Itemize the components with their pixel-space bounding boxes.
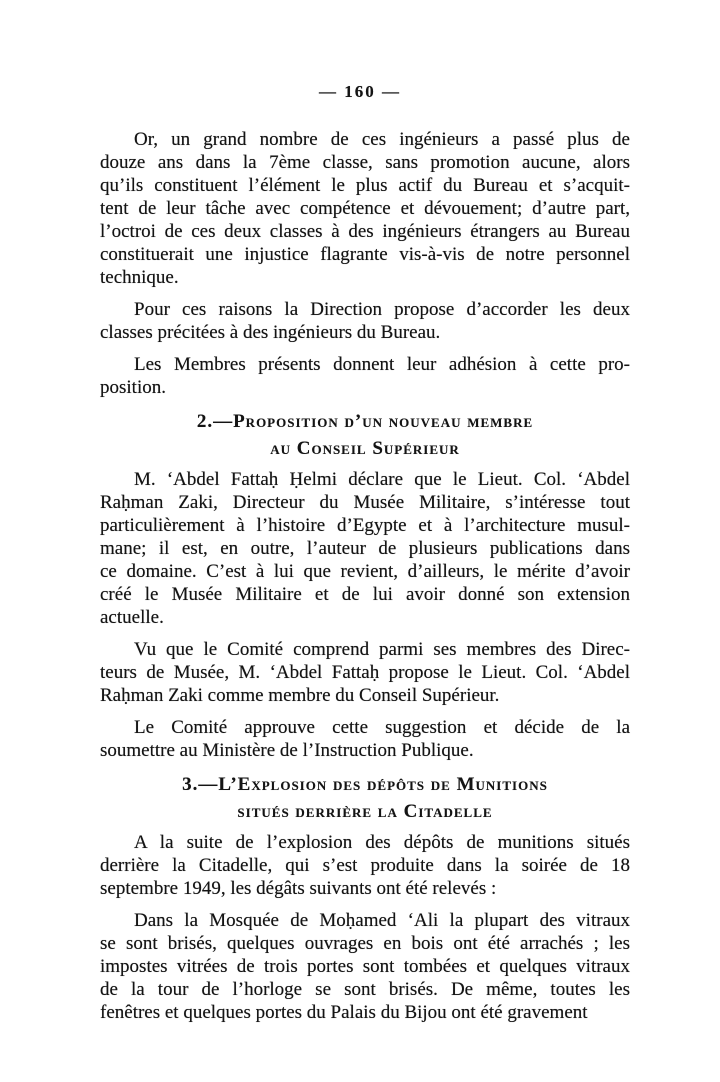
text-line: de la tour de l’horloge se sont brisés. De même, toutes les	[100, 979, 630, 1000]
text-line: M. ‘Abdel Fattaḥ Ḥelmi déclare que le Lieut. Col. ‘Abdel	[134, 469, 630, 490]
text-line: tent de leur tâche avec compétence et dévouement; d’autre part,	[100, 198, 630, 219]
text-line: Le Comité approuve cette suggestion et décide de la	[134, 717, 630, 738]
heading-line: 3.—L’Explosion des dépôts de Munitions	[182, 774, 548, 795]
text-line: classes précitées à des ingénieurs du Bureau.	[100, 322, 441, 343]
text-line: Or, un grand nombre de ces ingénieurs a passé plus de	[134, 129, 630, 150]
text-line: fenêtres et quelques portes du Palais du Bijou ont été gravement	[100, 1002, 588, 1023]
paragraph	[100, 638, 630, 707]
text-line: qu’ils constituent l’élément le plus actif du Bureau et s’acquit-	[100, 175, 630, 196]
paragraph	[100, 909, 630, 1024]
text-line: teurs de Musée, M. ‘Abdel Fattaḥ propose le Lieut. Col. ‘Abdel	[100, 662, 630, 683]
text-line: position.	[100, 377, 166, 398]
text-line: ce domaine. C’est à lui que revient, d’ailleurs, le mérite d’avoir	[100, 561, 630, 582]
text-line: A la suite de l’explosion des dépôts de munitions situés	[134, 832, 630, 853]
text-line: impostes vitrées de trois portes sont tombées et quelques vitraux	[100, 956, 630, 977]
text-line: Raḥman Zaki comme membre du Conseil Supérieur.	[100, 685, 500, 706]
text-line: Les Membres présents donnent leur adhésion à cette pro-	[134, 354, 630, 375]
text-line: technique.	[100, 267, 179, 288]
text-line: Raḥman Zaki, Directeur du Musée Militaire, s’intéresse tout	[100, 492, 630, 513]
text-line: créé le Musée Militaire et de lui avoir donné son extension	[100, 584, 630, 605]
heading-line: 2.—Proposition d’un nouveau membre	[196, 411, 534, 432]
paragraph	[100, 716, 630, 762]
page-number: — 160 —	[319, 82, 401, 101]
paragraph	[100, 298, 630, 344]
page-content	[100, 128, 630, 1024]
paragraph	[100, 468, 630, 629]
text-line: l’octroi de ces deux classes à des ingénieurs étrangers au Bureau	[100, 221, 630, 242]
text-line: septembre 1949, les dégâts suivants ont été relevés :	[100, 878, 497, 899]
text-line: soumettre au Ministère de l’Instruction Publique.	[100, 740, 474, 761]
text-line: Dans la Mosquée de Moḥamed ‘Ali la plupart des vitraux	[134, 910, 630, 931]
heading-line: situés derrière la Citadelle	[237, 801, 493, 822]
text-line: se sont brisés, quelques ouvrages en bois ont été arrachés ; les	[100, 933, 630, 954]
paragraph	[100, 353, 630, 399]
paragraph	[100, 128, 630, 289]
text-line: constituerait une injustice flagrante vis-à-vis de notre personnel	[100, 244, 630, 265]
section-heading	[100, 771, 630, 825]
paragraph	[100, 831, 630, 900]
text-line: mane; il est, en outre, l’auteur de plusieurs publications dans	[100, 538, 630, 559]
text-line: douze ans dans la 7ème classe, sans promotion aucune, alors	[100, 152, 630, 173]
section-heading	[100, 408, 630, 462]
heading-line: au Conseil Supérieur	[270, 438, 460, 459]
text-line: particulièrement à l’histoire d’Egypte et à l’architecture musul-	[100, 515, 630, 536]
text-line: Pour ces raisons la Direction propose d’accorder les deux	[134, 299, 630, 320]
text-line: derrière la Citadelle, qui s’est produite dans la soirée de 18	[100, 855, 630, 876]
text-line: actuelle.	[100, 607, 164, 628]
text-line: Vu que le Comité comprend parmi ses membres des Direc-	[134, 639, 630, 660]
